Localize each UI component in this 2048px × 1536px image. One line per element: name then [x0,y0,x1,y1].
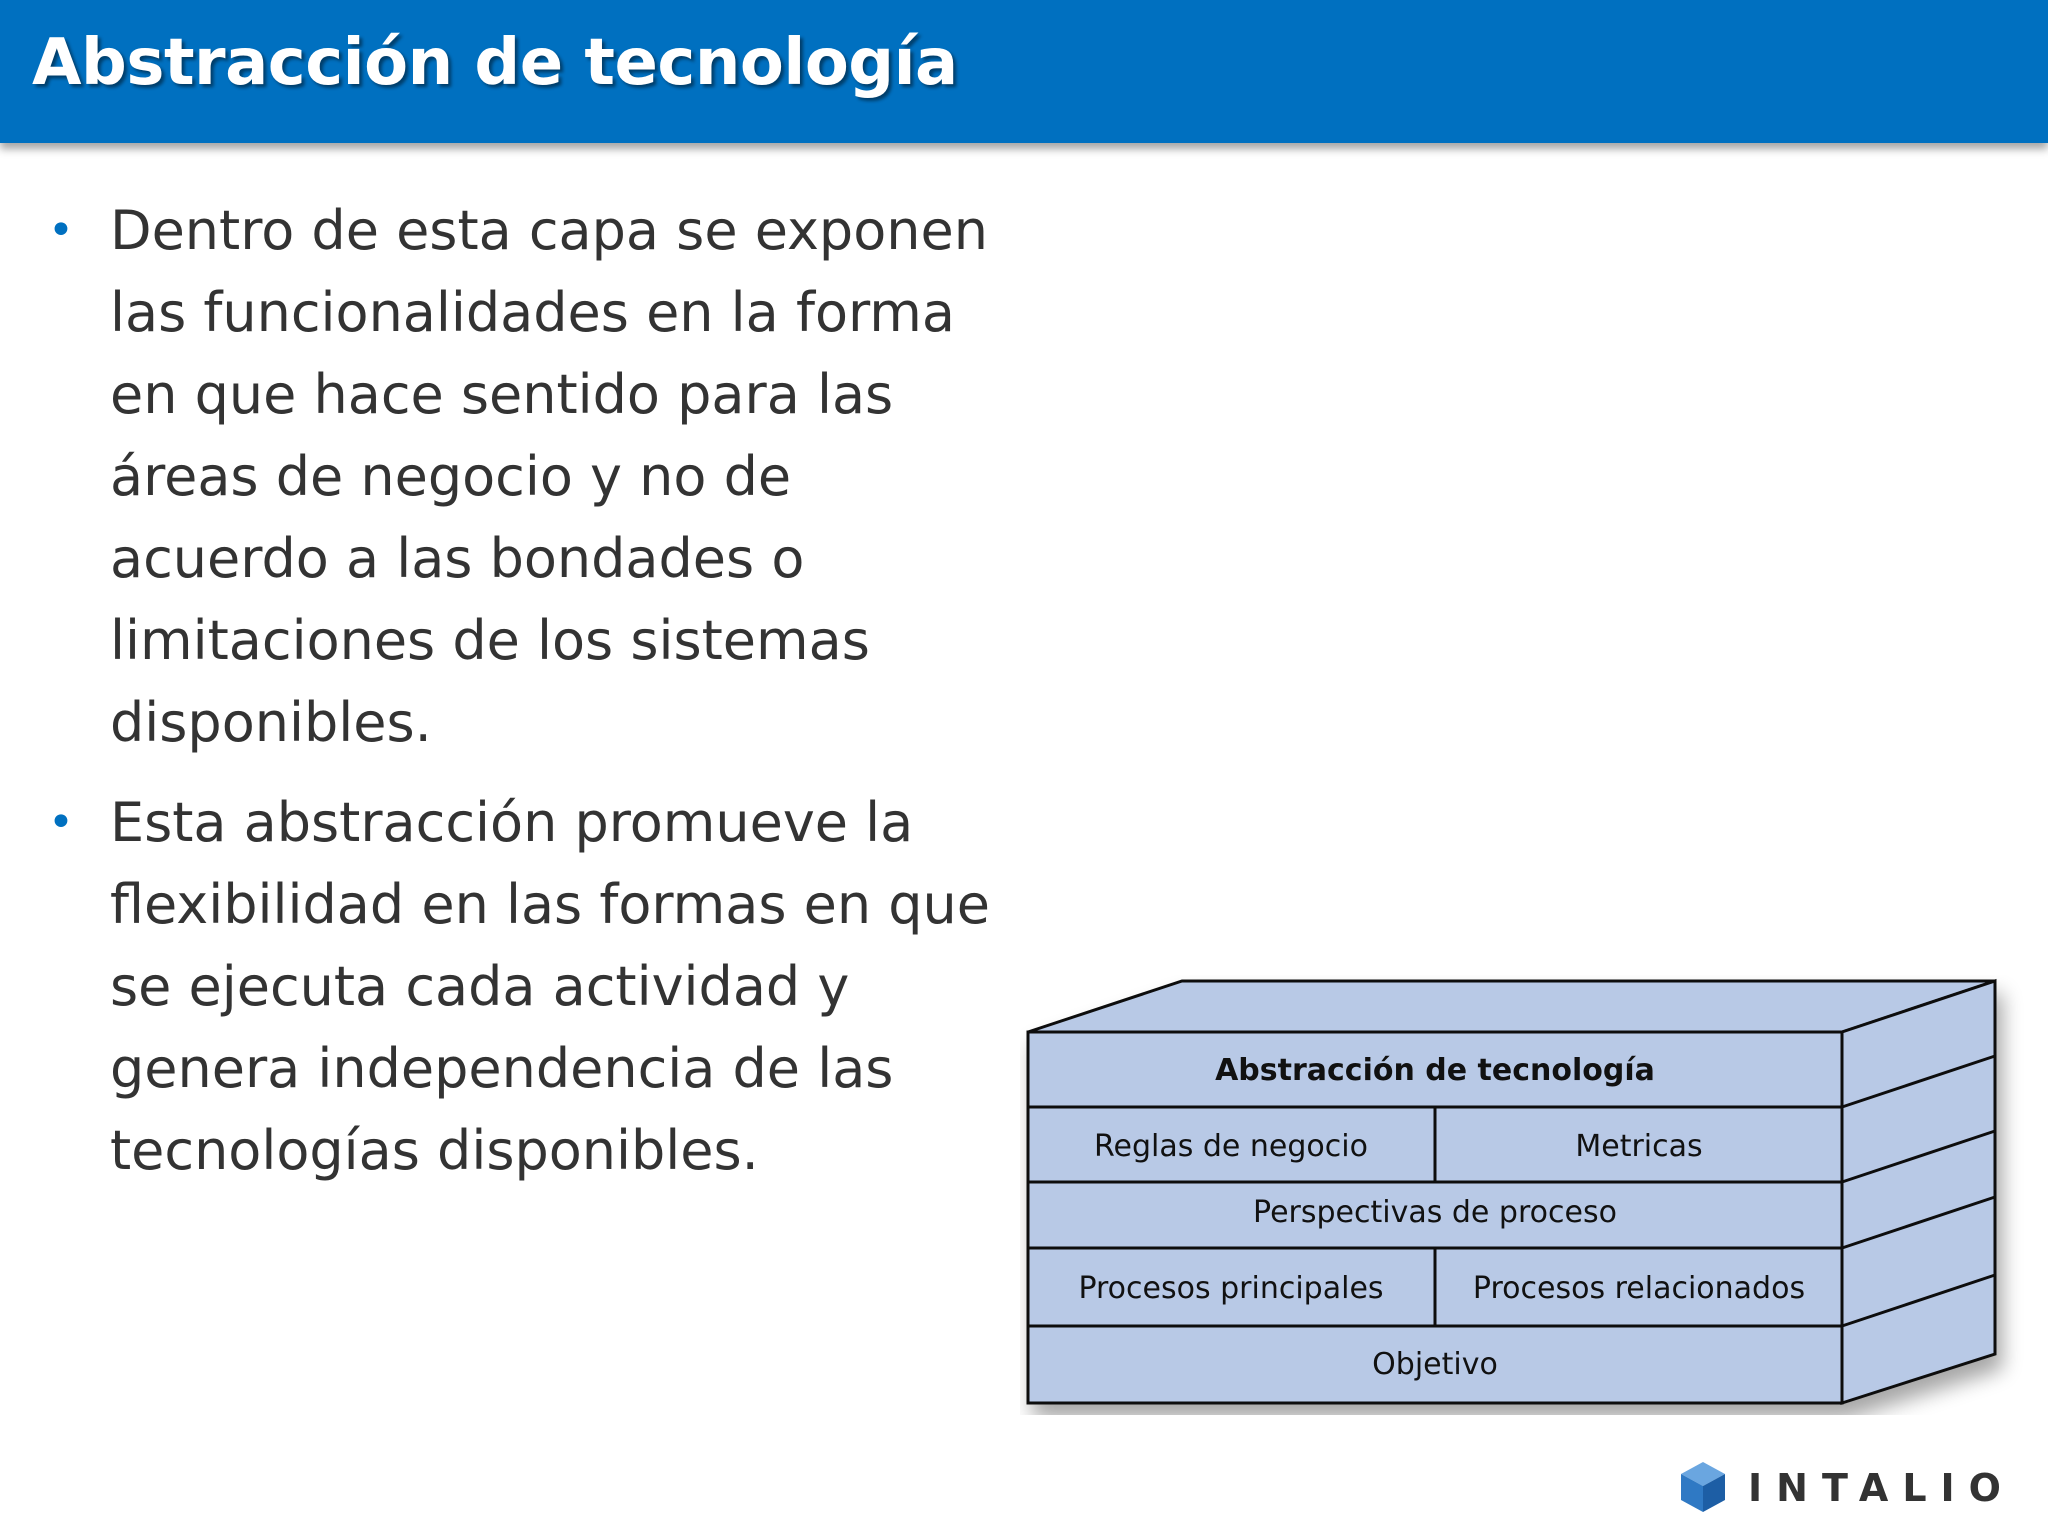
logo-text: INTALIO [1748,1466,2015,1510]
box-side-face [1842,981,1995,1403]
bullet-item-1 [40,190,1020,764]
diagram-procesos-principales: Procesos principales [1078,1271,1384,1306]
diagram-perspectivas: Perspectivas de proceso [1253,1195,1617,1230]
bullet-text-2: Esta abstracción promueve la flexibilidad en las formas en que se ejecuta cada actividad y genera independencia de las tecnologías disponibles. [110,791,990,1182]
bullet-dot-icon: • [48,205,74,256]
layer-diagram [1020,975,2025,1415]
diagram-metricas: Metricas [1575,1129,1703,1164]
bullet-item-2 [40,782,1020,1192]
diagram-reglas-negocio: Reglas de negocio [1094,1129,1368,1164]
slide-title: Abstracción de tecnología [32,26,958,100]
bullet-text-1: Dentro de esta capa se exponen las funcionalidades en la forma en que hace sentido para las áreas de negocio y no de acuerdo a las bondades o limitaciones de los sistemas disponibles. [110,199,988,754]
box-top-face [1028,981,1995,1032]
diagram-objetivo: Objetivo [1372,1347,1498,1382]
intalio-logo [1678,1460,2028,1520]
bullet-list [40,190,1020,1210]
cube-icon [1678,1460,1728,1514]
diagram-procesos-relacionados: Procesos relacionados [1472,1271,1806,1306]
bullet-dot-icon: • [48,797,74,848]
title-bar [0,0,2048,143]
diagram-header: Abstracción de tecnología [1215,1053,1655,1088]
